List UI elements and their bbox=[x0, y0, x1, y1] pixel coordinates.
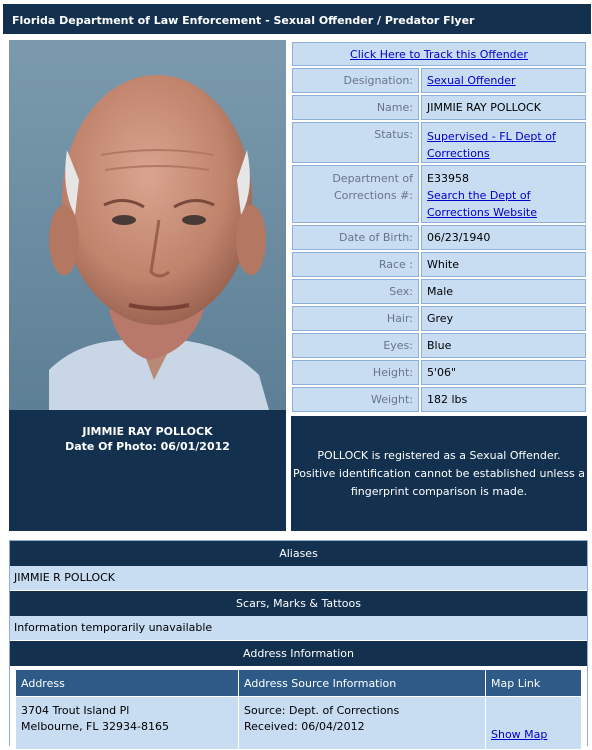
weight-row bbox=[292, 387, 586, 412]
height-value: 5'06" bbox=[421, 360, 586, 385]
race-value: White bbox=[421, 252, 586, 277]
address-header-row bbox=[16, 670, 582, 697]
designation-link[interactable]: Sexual Offender bbox=[427, 74, 516, 87]
race-label: Race : bbox=[292, 252, 419, 277]
status-link[interactable]: Supervised - FL Dept of Corrections bbox=[427, 130, 556, 160]
name-label: Name: bbox=[292, 95, 419, 120]
aliases-value: JIMMIE R POLLOCK bbox=[10, 566, 587, 591]
map-column-header: Map Link bbox=[486, 670, 582, 697]
dob-label: Date of Birth: bbox=[292, 225, 419, 250]
offender-photo-image bbox=[9, 40, 286, 410]
photo-caption-name: JIMMIE RAY POLLOCK bbox=[82, 425, 213, 438]
scars-value: Information temporarily unavailable bbox=[10, 616, 587, 641]
address-source: Source: Dept. of Corrections bbox=[244, 704, 400, 717]
source-cell bbox=[239, 697, 486, 750]
registration-status-box bbox=[291, 416, 587, 531]
sex-row bbox=[292, 279, 586, 304]
dob-row bbox=[292, 225, 586, 250]
address-heading: Address Information bbox=[10, 641, 587, 666]
address-row bbox=[16, 697, 582, 750]
aliases-heading: Aliases bbox=[10, 541, 587, 566]
eyes-value: Blue bbox=[421, 333, 586, 358]
eyes-label: Eyes: bbox=[292, 333, 419, 358]
address-received: Received: 06/04/2012 bbox=[244, 720, 365, 733]
name-row bbox=[292, 95, 586, 120]
map-cell bbox=[486, 697, 582, 750]
page-header bbox=[3, 4, 591, 34]
doc-label-line1: Department of bbox=[332, 172, 413, 185]
doc-label bbox=[292, 165, 419, 223]
photo-caption-date: Date Of Photo: 06/01/2012 bbox=[65, 440, 230, 453]
race-row bbox=[292, 252, 586, 277]
doc-row bbox=[292, 165, 586, 223]
offender-photo bbox=[9, 40, 286, 410]
sex-value: Male bbox=[421, 279, 586, 304]
hair-row bbox=[292, 306, 586, 331]
status-row bbox=[292, 122, 586, 163]
details-panel bbox=[9, 540, 588, 746]
address-line-2: Melbourne, FL 32934-8165 bbox=[21, 720, 169, 733]
scars-heading: Scars, Marks & Tattoos bbox=[10, 591, 587, 616]
address-column-header: Address bbox=[16, 670, 239, 697]
track-offender-link[interactable]: Click Here to Track this Offender bbox=[350, 47, 528, 61]
address-table bbox=[15, 669, 582, 750]
hair-value: Grey bbox=[421, 306, 586, 331]
address-cell bbox=[16, 697, 239, 750]
weight-value: 182 lbs bbox=[421, 387, 586, 412]
show-map-link[interactable]: Show Map bbox=[491, 728, 548, 741]
name-value: JIMMIE RAY POLLOCK bbox=[421, 95, 586, 120]
page-title: Florida Department of Law Enforcement - Sexual Offender / Predator Flyer bbox=[12, 14, 475, 27]
dob-value: 06/23/1940 bbox=[421, 225, 586, 250]
track-row bbox=[292, 42, 586, 66]
designation-label: Designation: bbox=[292, 68, 419, 93]
hair-label: Hair: bbox=[292, 306, 419, 331]
doc-number: E33958 bbox=[427, 172, 469, 185]
eyes-row bbox=[292, 333, 586, 358]
source-column-header: Address Source Information bbox=[239, 670, 486, 697]
weight-label: Weight: bbox=[292, 387, 419, 412]
offender-details-table bbox=[290, 40, 588, 414]
search-doc-link[interactable]: Search the Dept of Corrections Website bbox=[427, 189, 537, 219]
status-line-3: fingerprint comparison is made. bbox=[350, 485, 528, 498]
sex-label: Sex: bbox=[292, 279, 419, 304]
status-line-2: Positive identification cannot be established unless a bbox=[293, 467, 585, 480]
height-label: Height: bbox=[292, 360, 419, 385]
doc-label-line2: Corrections #: bbox=[333, 189, 413, 202]
status-line-1: POLLOCK is registered as a Sexual Offender. bbox=[317, 449, 561, 462]
height-row bbox=[292, 360, 586, 385]
status-label: Status: bbox=[292, 122, 419, 163]
designation-row bbox=[292, 68, 586, 93]
photo-caption bbox=[9, 410, 286, 531]
address-line-1: 3704 Trout Island Pl bbox=[21, 704, 130, 717]
